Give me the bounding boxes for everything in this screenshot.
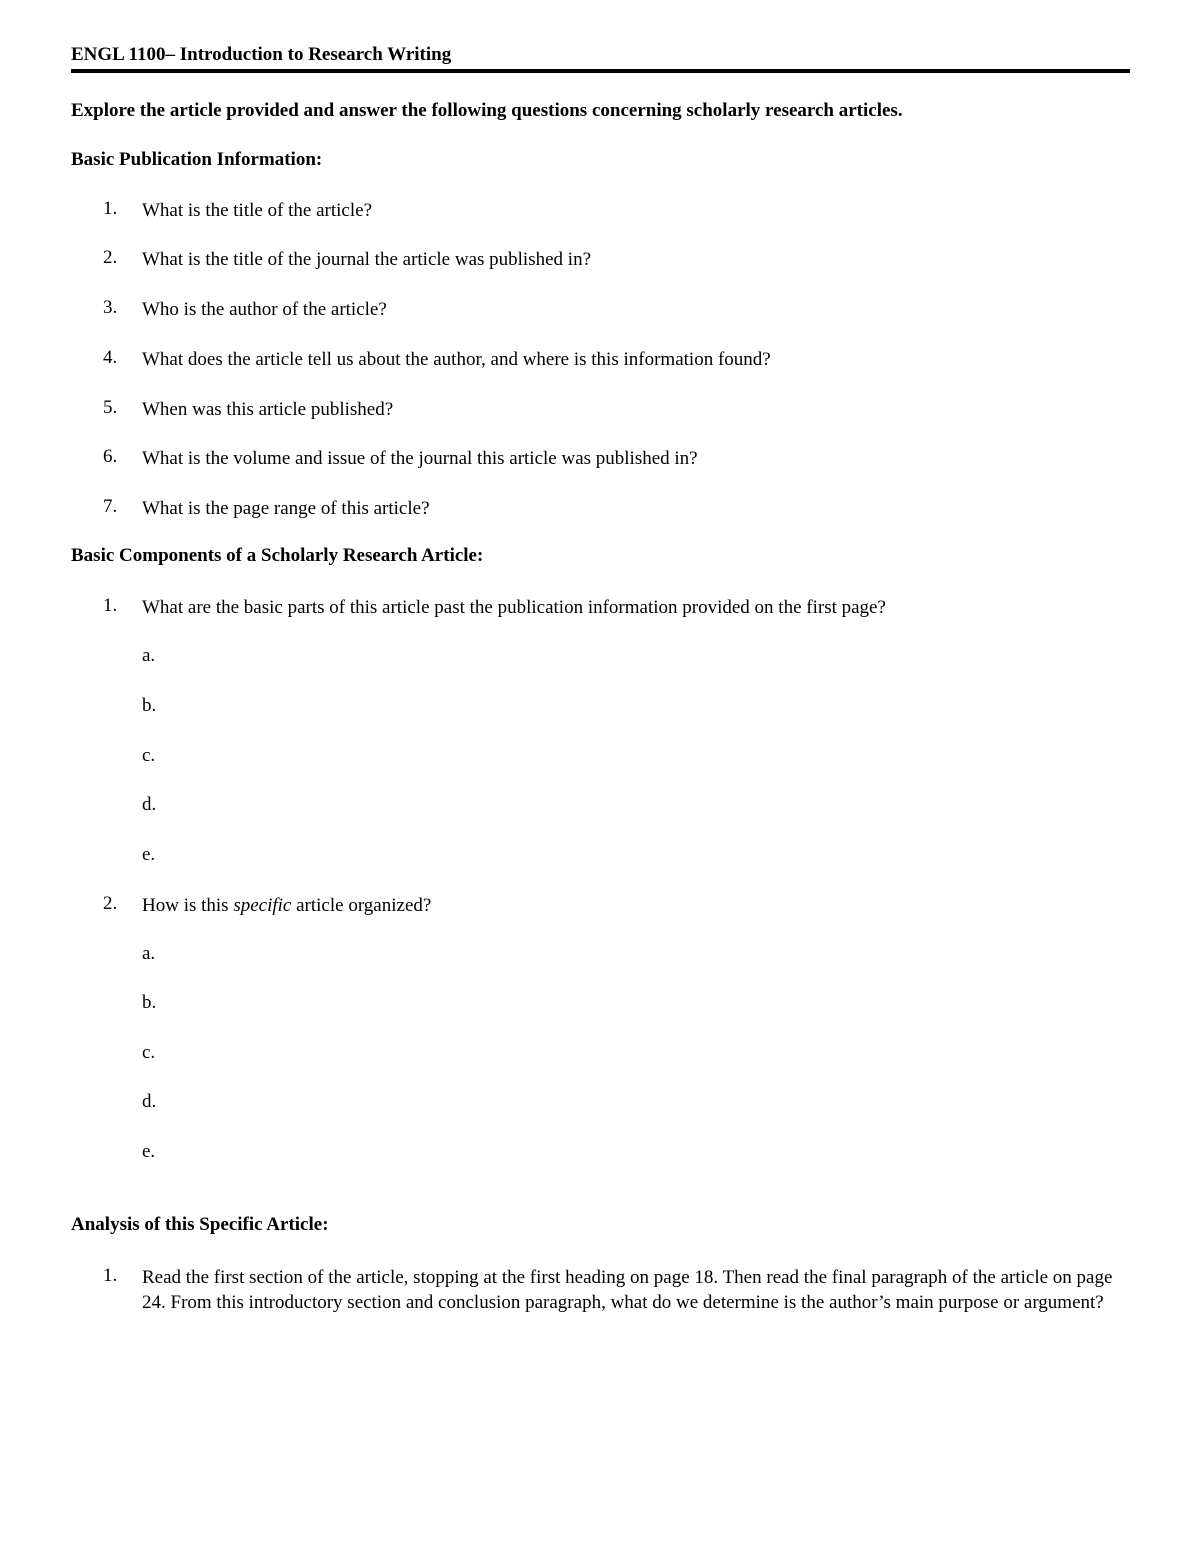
answer-letter: a. <box>142 645 156 666</box>
course-title: ENGL 1100– Introduction to Research Writing <box>71 44 452 65</box>
question-number: 4. <box>103 347 118 368</box>
answer-letter: d. <box>142 794 157 815</box>
emphasized-word: specific <box>233 895 292 916</box>
section-heading-analysis: Analysis of this Specific Article: <box>71 1214 329 1235</box>
answer-letter: b. <box>142 695 157 716</box>
question-number: 1. <box>103 1265 118 1286</box>
question-number: 1. <box>103 595 118 616</box>
answer-letter: e. <box>142 1141 156 1162</box>
header-rule <box>71 69 1130 73</box>
answer-letter: c. <box>142 1042 156 1063</box>
question-number: 7. <box>103 496 118 517</box>
question-text: What is the page range of this article? <box>142 498 430 519</box>
question-number: 6. <box>103 446 118 467</box>
question-number: 1. <box>103 198 118 219</box>
answer-letter: b. <box>142 992 157 1013</box>
question-text: What is the volume and issue of the journal this article was published in? <box>142 448 698 469</box>
answer-letter: a. <box>142 943 156 964</box>
question-text-end: article organized? <box>291 895 432 916</box>
question-text: What are the basic parts of this article past the publication information provided on the first page? <box>142 597 886 618</box>
section-heading-components: Basic Components of a Scholarly Research Article: <box>71 545 484 566</box>
answer-letter: c. <box>142 745 156 766</box>
instructions: Explore the article provided and answer the following questions concerning scholarly research articles. <box>71 100 903 121</box>
answer-letter: d. <box>142 1091 157 1112</box>
question-number: 2. <box>103 893 118 914</box>
question-text: Who is the author of the article? <box>142 299 387 320</box>
question-text: What does the article tell us about the author, and where is this information found? <box>142 349 771 370</box>
question-text: What is the title of the journal the article was published in? <box>142 249 592 270</box>
question-number: 2. <box>103 247 118 268</box>
question-text-start: How is this <box>142 895 234 916</box>
answer-letter: e. <box>142 844 156 865</box>
question-number: 5. <box>103 397 118 418</box>
question-text: What is the title of the article? <box>142 200 373 221</box>
question-text: Read the first section of the article, stopping at the first heading on page 18. Then read the final paragraph of the article on page 24. From this introductory section and conclusion paragraph, what do we determine is the author’s main purpose or argument? <box>142 1267 1113 1313</box>
question-number: 3. <box>103 297 118 318</box>
question-text <box>142 893 1132 918</box>
question-text: When was this article published? <box>142 399 394 420</box>
section-heading-publication-info: Basic Publication Information: <box>71 149 323 170</box>
